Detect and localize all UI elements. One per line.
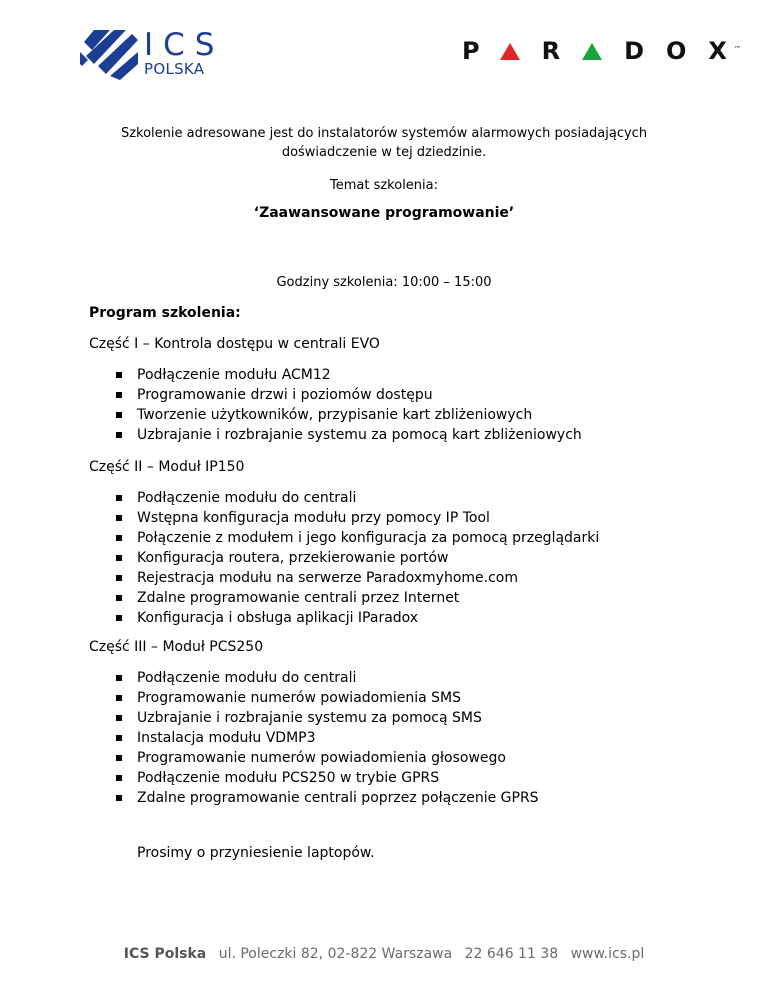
trademark-symbol: ™ (733, 45, 741, 53)
red-triangle-icon (500, 43, 520, 60)
list-item (89, 548, 599, 568)
bullet-icon (116, 735, 122, 741)
closing-note: Prosimy o przyniesienie laptopów. (137, 845, 375, 861)
list-item-text: Programowanie drzwi i poziomów dostępu (137, 387, 433, 403)
list-item-text: Tworzenie użytkowników, przypisanie kart zbliżeniowych (137, 407, 533, 423)
ics-emblem-icon (80, 30, 138, 80)
list-item (89, 688, 539, 708)
list-item-text: Podłączenie modułu PCS250 w trybie GPRS (137, 770, 440, 786)
list-item-text: Podłączenie modułu do centrali (137, 670, 357, 686)
list-item (89, 768, 539, 788)
bullet-icon (116, 595, 122, 601)
list-item (89, 588, 599, 608)
footer-address: ul. Poleczki 82, 02-822 Warszawa (218, 946, 453, 962)
list-item-text: Konfiguracja routera, przekierowanie portów (137, 550, 449, 566)
ics-logo-name: ICS (144, 27, 225, 63)
footer (0, 944, 768, 964)
section-title-3: Część III – Moduł PCS250 (89, 639, 264, 655)
bullet-icon (116, 372, 122, 378)
section-2-list (89, 488, 599, 628)
list-item-text: Rejestracja modułu na serwerze Paradoxmyhome.com (137, 570, 519, 586)
list-item-text: Zdalne programowanie centrali przez Internet (137, 590, 460, 606)
paradox-letter-x-text: X (708, 37, 727, 65)
list-item (89, 568, 599, 588)
bullet-icon (116, 392, 122, 398)
list-item-text: Uzbrajanie i rozbrajanie systemu za pomocą kart zbliżeniowych (137, 427, 582, 443)
list-item-text: Podłączenie modułu ACM12 (137, 367, 331, 383)
list-item (89, 508, 599, 528)
list-item-text: Programowanie numerów powiadomienia głosowego (137, 750, 506, 766)
paradox-letter-p: P (462, 37, 480, 65)
bullet-icon (116, 615, 122, 621)
paradox-logo (462, 36, 741, 66)
paradox-letter-r: R (541, 37, 561, 65)
intro-line-2: doświadczenie w tej dziedzinie. (281, 145, 487, 160)
bullet-icon (116, 555, 122, 561)
training-hours: Godziny szkolenia: 10:00 – 15:00 (276, 275, 492, 290)
bullet-icon (116, 775, 122, 781)
list-item-text: Wstępna konfiguracja modułu przy pomocy IP Tool (137, 510, 490, 526)
ics-logo-text (144, 28, 224, 77)
paradox-letter-d: D (624, 37, 644, 65)
paradox-letter-o: O (666, 37, 687, 65)
list-item (89, 728, 539, 748)
list-item (89, 748, 539, 768)
list-item-text: Programowanie numerów powiadomienia SMS (137, 690, 462, 706)
list-item (89, 788, 539, 808)
bullet-icon (116, 695, 122, 701)
green-triangle-icon (582, 43, 602, 60)
ics-polska-logo (80, 27, 225, 80)
bullet-icon (116, 432, 122, 438)
footer-company: ICS Polska (123, 946, 207, 962)
topic-label: Temat szkolenia: (329, 178, 438, 193)
topic-title: ‘Zaawansowane programowanie’ (253, 205, 515, 221)
footer-phone: 22 646 11 38 (464, 946, 559, 962)
bullet-icon (116, 495, 122, 501)
list-item (89, 385, 582, 405)
list-item (89, 405, 582, 425)
section-title-2: Część II – Moduł IP150 (89, 459, 245, 475)
footer-website[interactable]: www.ics.pl (570, 946, 645, 962)
intro-text (0, 124, 768, 162)
bullet-icon (116, 575, 122, 581)
list-item (89, 528, 599, 548)
list-item-text: Uzbrajanie i rozbrajanie systemu za pomocą SMS (137, 710, 482, 726)
list-item (89, 425, 582, 445)
ics-logo-subtitle: POLSKA (144, 60, 205, 78)
paradox-letter-x (708, 37, 741, 65)
bullet-icon (116, 535, 122, 541)
list-item (89, 608, 599, 628)
list-item (89, 668, 539, 688)
section-1-list (89, 365, 582, 445)
program-heading: Program szkolenia: (89, 305, 241, 321)
list-item (89, 365, 582, 385)
section-title-1: Część I – Kontrola dostępu w centrali EVO (89, 336, 380, 352)
bullet-icon (116, 715, 122, 721)
intro-line-1: Szkolenie adresowane jest do instalatorów systemów alarmowych posiadających (120, 126, 648, 141)
list-item-text: Podłączenie modułu do centrali (137, 490, 357, 506)
bullet-icon (116, 675, 122, 681)
bullet-icon (116, 795, 122, 801)
list-item-text: Instalacja modułu VDMP3 (137, 730, 316, 746)
section-3-list (89, 668, 539, 808)
list-item-text: Konfiguracja i obsługa aplikacji IParadox (137, 610, 419, 626)
bullet-icon (116, 755, 122, 761)
list-item-text: Połączenie z modułem i jego konfiguracja za pomocą przeglądarki (137, 530, 600, 546)
list-item-text: Zdalne programowanie centrali poprzez połączenie GPRS (137, 790, 539, 806)
list-item (89, 488, 599, 508)
bullet-icon (116, 515, 122, 521)
bullet-icon (116, 412, 122, 418)
list-item (89, 708, 539, 728)
